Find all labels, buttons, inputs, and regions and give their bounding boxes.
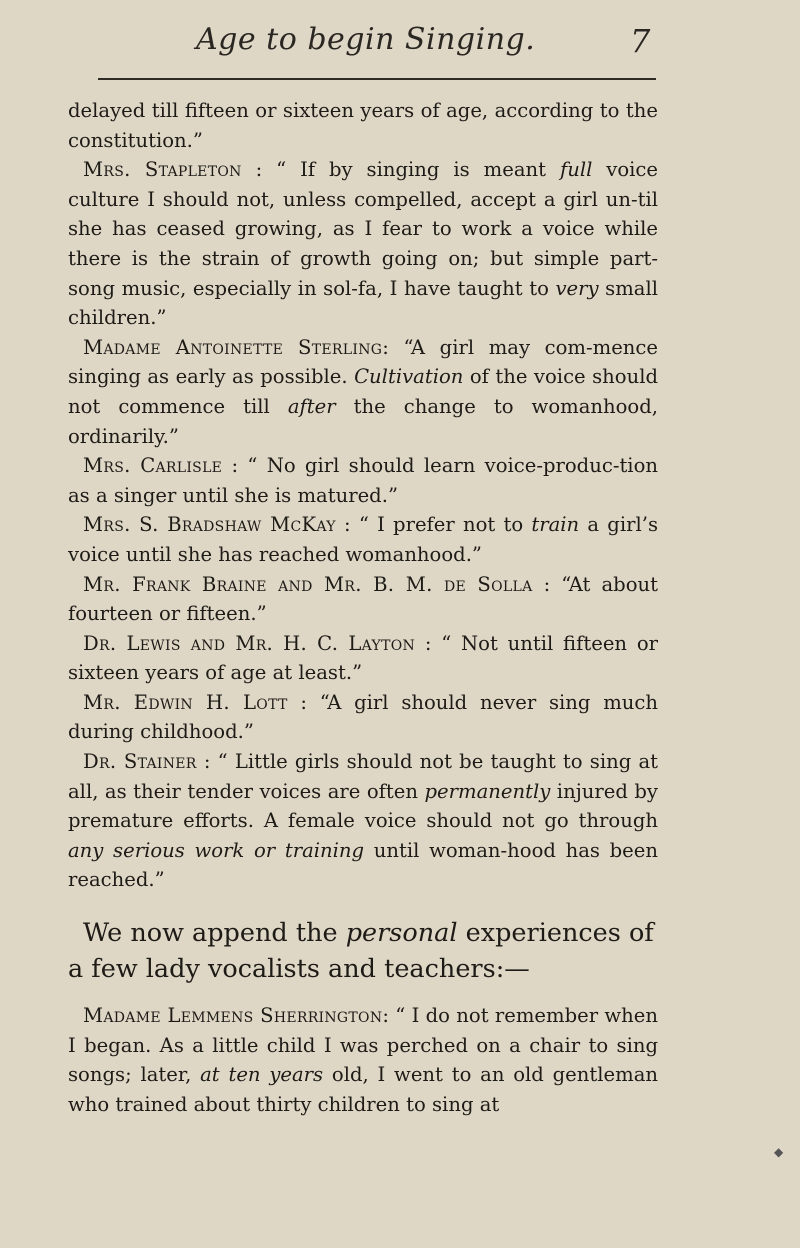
text-run: voice culture I should not, unless compelled, accept a girl un-til she has ceased growing, as I fear to work a voice while there is the strain of growth going on; but simple part-song music, especially in sol-fa, I have taught to — [68, 158, 658, 300]
text-run: : “ If by singing is meant — [241, 158, 560, 182]
text-run: the change to womanhood, ordinarily.” — [68, 394, 658, 448]
emphasis-text: Cultivation — [354, 365, 464, 389]
speaker-name: Mrs. Stapleton — [83, 158, 242, 182]
speaker-name: Mrs. S. Bradshaw McKay — [83, 513, 336, 537]
speaker-name: Mr. Frank Braine and Mr. B. M. de Solla — [83, 572, 533, 596]
text-run: injured by premature efforts. A female voice should not go through — [68, 779, 658, 833]
text-run: : “ Little girls should not be taught to sing at all, as their tender voices are often — [68, 750, 658, 803]
text-run: old, I went to an old gentleman who trained about thirty children to sing at — [68, 1063, 658, 1116]
paragraph — [68, 155, 658, 333]
text-run: : “ I do not remember when I began. As a little child I was perched on a chair to sing songs; later, — [68, 1004, 658, 1087]
speaker-name: Madame Lemmens Sherrington — [83, 1004, 383, 1028]
paragraph — [68, 747, 658, 895]
paragraph — [68, 333, 658, 451]
text-run: : “ I prefer not to — [335, 513, 532, 537]
section-heading — [68, 915, 658, 987]
text-run: until woman-hood has been reached.” — [68, 838, 658, 892]
speaker-name: Dr. Stainer — [83, 750, 197, 774]
emphasis-text: train — [531, 513, 580, 537]
text-run: We now append the — [83, 918, 346, 949]
emphasis-text: any serious work or training — [68, 838, 365, 862]
margin-mark-icon: ◆ — [774, 1145, 784, 1159]
emphasis-text: after — [287, 394, 336, 418]
body-text — [68, 96, 658, 1119]
paragraph — [68, 96, 658, 155]
header-rule — [98, 78, 656, 80]
text-run: a girl’s voice until she has reached womanhood.” — [68, 513, 659, 566]
paragraph — [68, 510, 658, 569]
text-run: : “At about fourteen or fifteen.” — [68, 572, 658, 626]
speaker-name: Mr. Edwin H. Lott — [83, 690, 288, 714]
emphasis-text: permanently — [424, 779, 551, 803]
text-run: : “A girl may com-mence singing as early as possible. — [68, 335, 658, 389]
text-run: : “ No girl should learn voice-produc-tion as a singer until she is matured.” — [68, 454, 658, 507]
text-run: : “A girl should never sing much during childhood.” — [68, 690, 658, 744]
speaker-name: Madame Antoinette Sterling — [83, 335, 383, 359]
speaker-name: Mrs. Carlisle — [83, 454, 223, 478]
emphasis-text: very — [555, 276, 599, 300]
paragraph — [68, 688, 658, 747]
text-run: of the voice should not commence till — [68, 365, 658, 418]
paragraph — [68, 451, 658, 510]
page-number: 7 — [630, 22, 651, 60]
paragraph — [68, 629, 658, 688]
speaker-name: Dr. Lewis and Mr. H. C. Layton — [83, 631, 416, 655]
emphasis-text: at ten years — [200, 1063, 324, 1087]
emphasis-text: personal — [345, 918, 458, 949]
text-run: delayed till fifteen or sixteen years of age, according to the constitution.” — [68, 99, 658, 152]
text-run: experiences of a few lady vocalists and teachers:— — [68, 918, 654, 985]
paragraph — [68, 1001, 658, 1119]
text-run: : “ Not until fifteen or sixteen years of age at least.” — [68, 631, 658, 685]
running-head-title: Age to begin Singing. — [196, 22, 536, 57]
text-run: small children.” — [68, 276, 659, 330]
emphasis-text: full — [559, 158, 593, 182]
paragraph — [68, 570, 658, 629]
running-head — [0, 22, 800, 82]
